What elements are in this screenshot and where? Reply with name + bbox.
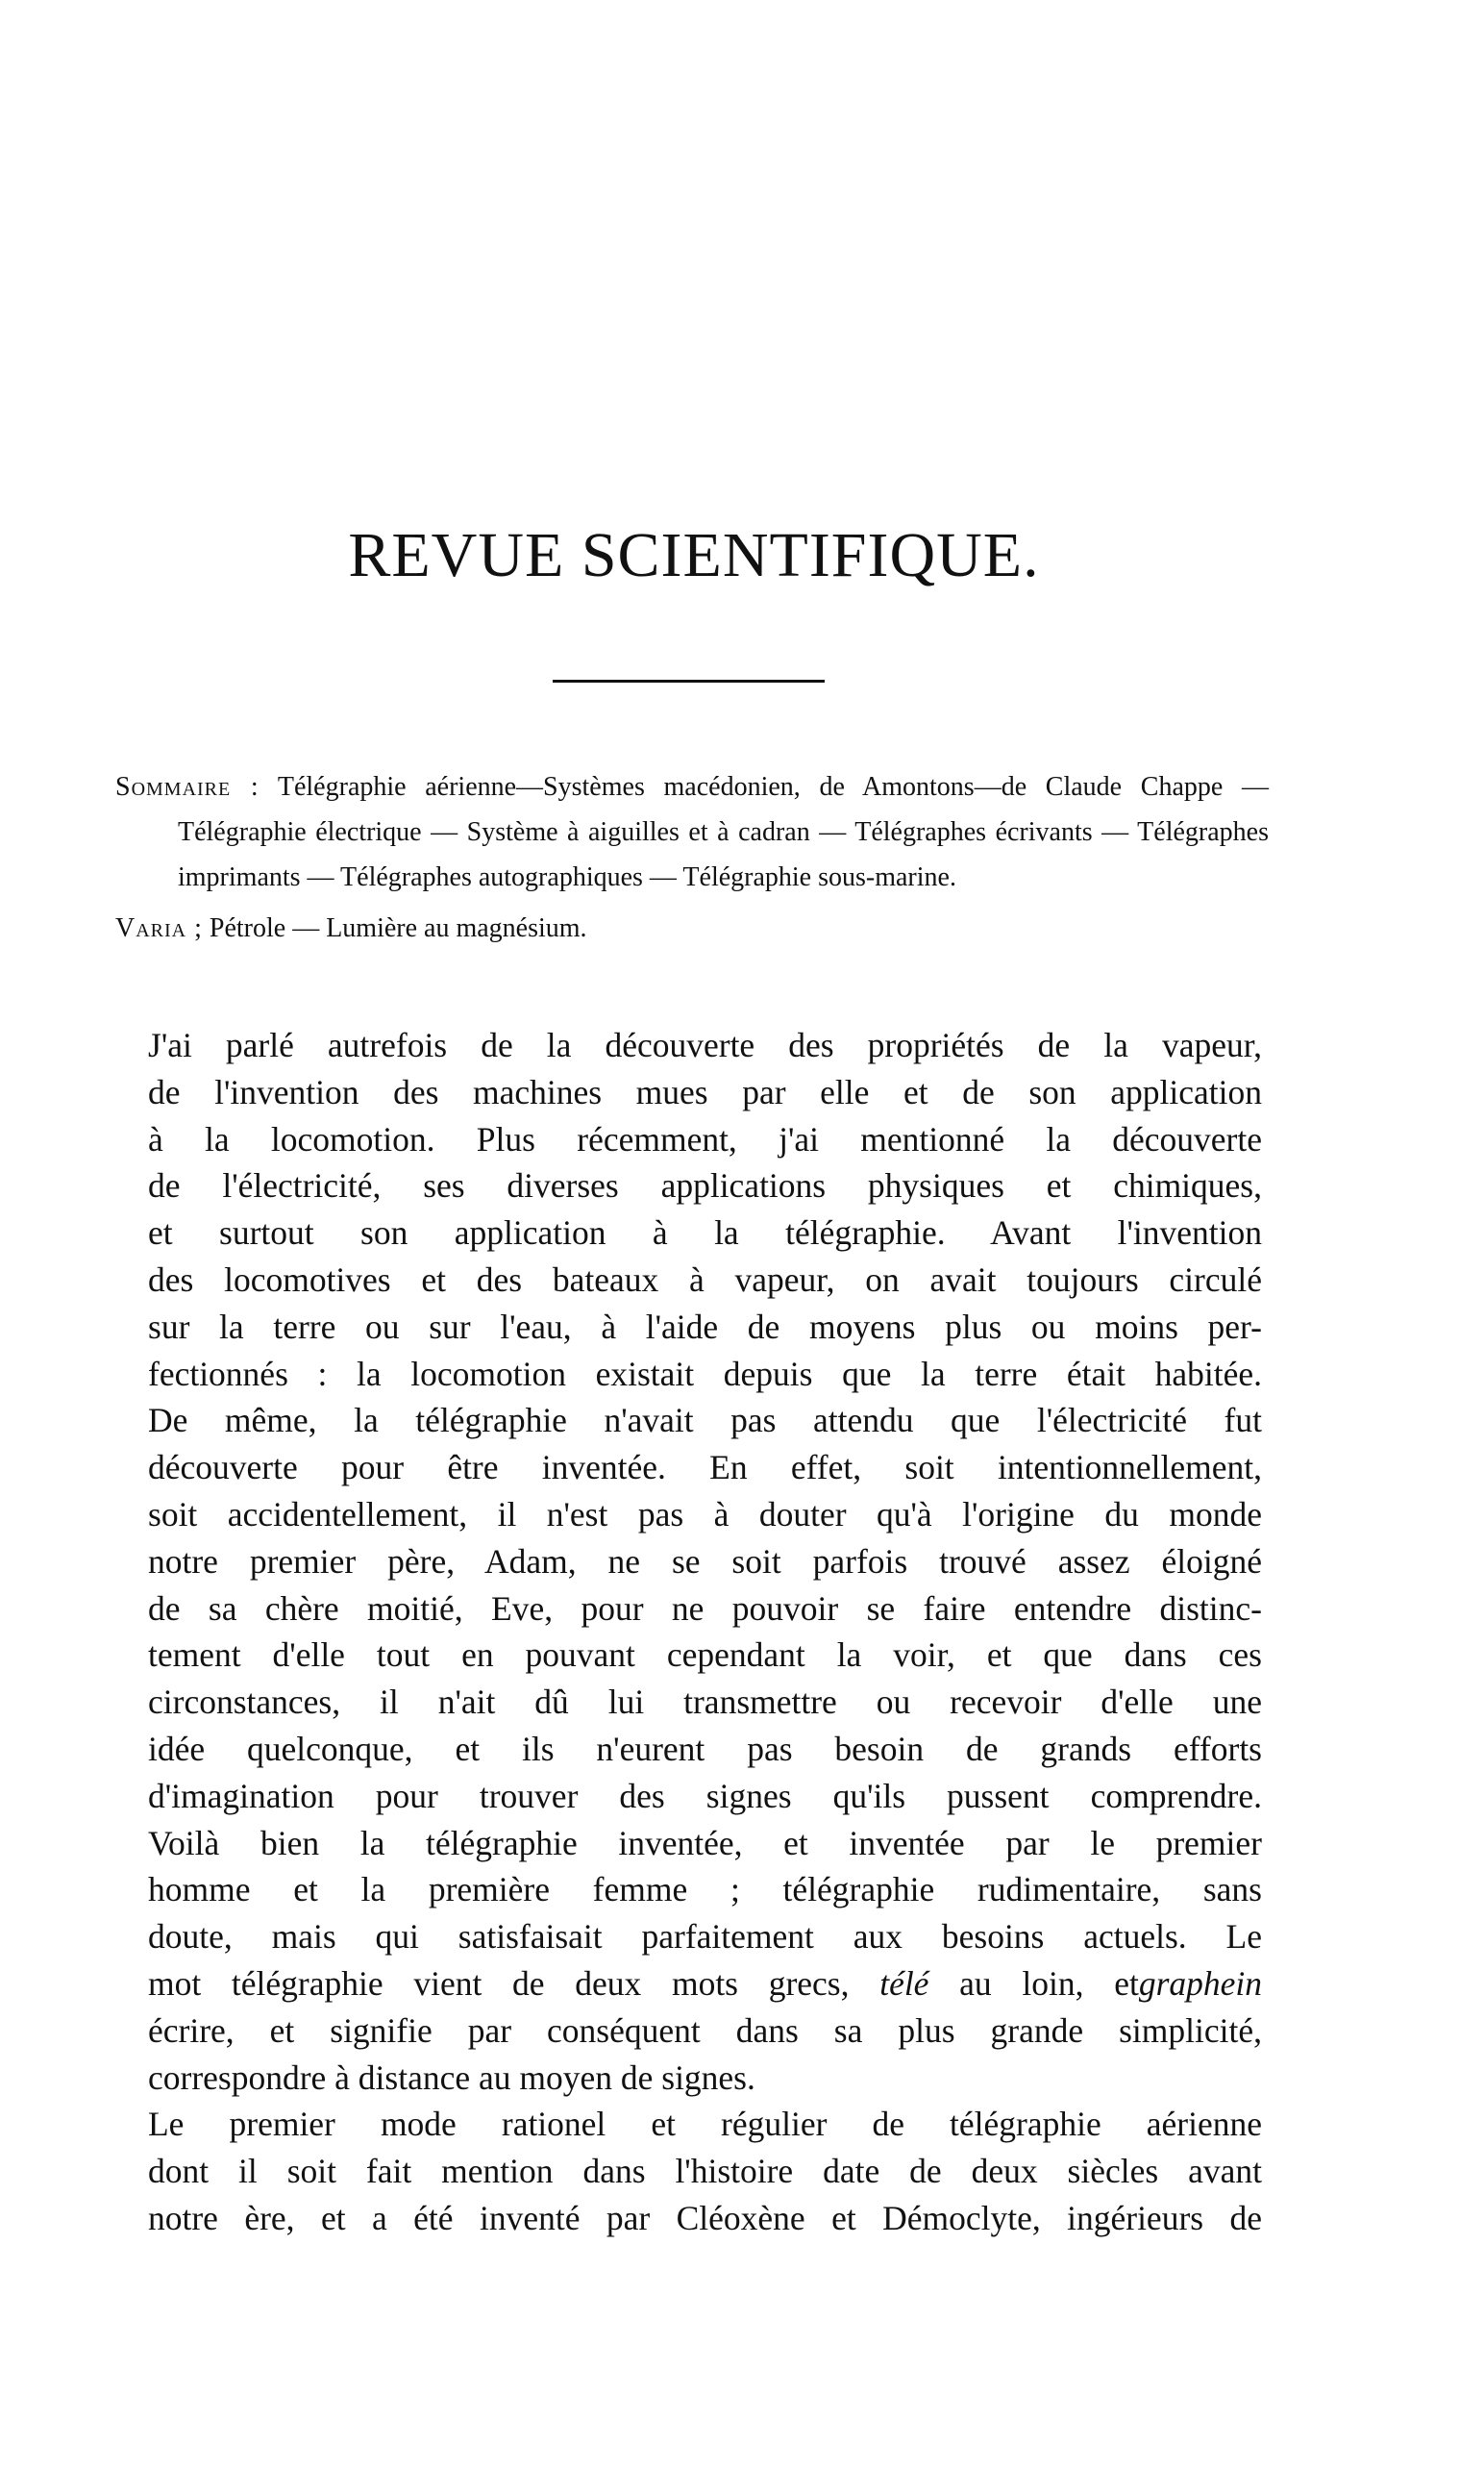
varia-entry bbox=[115, 906, 1269, 951]
text-line: Le premier mode rationel et régulier de télégraphie aérienne bbox=[148, 2105, 1262, 2144]
title-rule bbox=[553, 680, 825, 683]
text-line: fectionnés : la locomotion existait depuis que la terre était habitée. bbox=[148, 1354, 1262, 1393]
text-line: tement d'elle tout en pouvant cependant la voir, et que dans ces bbox=[148, 1635, 1262, 1675]
text-line: écrire, et signifie par conséquent dans sa plus grande simplicité, bbox=[148, 2010, 1262, 2050]
text-line: doute, mais qui satisfaisait parfaitement aux besoins actuels. Le bbox=[148, 1917, 1262, 1957]
sommaire-entry bbox=[115, 764, 1269, 900]
text-line: de l'électricité, ses diverses applications physiques et chimiques, bbox=[148, 1166, 1262, 1206]
text-line: notre ère, et a été inventé par Cléoxène et Démoclyte, ingérieurs de bbox=[148, 2198, 1262, 2237]
varia-label: Varia ; bbox=[115, 913, 203, 943]
text-line: de l'invention des machines mues par elle et de son application bbox=[148, 1072, 1262, 1111]
varia-text: Pétrole — Lumière au magnésium. bbox=[209, 913, 587, 943]
text-line: correspondre à distance au moyen de signes. bbox=[148, 2058, 755, 2097]
text-line: de sa chère moitié, Eve, pour ne pouvoir se faire entendre distinc- bbox=[148, 1588, 1262, 1628]
sommaire-label: Sommaire : bbox=[115, 772, 260, 802]
summary-block bbox=[115, 764, 1269, 957]
text-line: Voilà bien la télégraphie inventée, et inventée par le premier bbox=[148, 1823, 1262, 1862]
text-line: et surtout son application à la télégraphie. Avant l'invention bbox=[148, 1213, 1262, 1253]
text-line: notre premier père, Adam, ne se soit parfois trouvé assez éloigné bbox=[148, 1541, 1262, 1581]
greek-word-graphein: graphein bbox=[1138, 1963, 1263, 2003]
page-title: REVUE SCIENTIFIQUE. bbox=[348, 520, 1040, 590]
text-segment: mot télégraphie vient de deux mots grecs, bbox=[148, 1963, 850, 2003]
text-line: J'ai parlé autrefois de la découverte des propriétés de la vapeur, bbox=[148, 1026, 1262, 1064]
text-line: découverte pour être inventée. En effet, soit intentionnellement, bbox=[148, 1448, 1262, 1487]
text-line: sur la terre ou sur l'eau, à l'aide de moyens plus ou moins per- bbox=[148, 1307, 1262, 1346]
paragraph-2 bbox=[111, 2101, 1262, 2241]
text-line: homme et la première femme ; télégraphie rudimentaire, sans bbox=[148, 1870, 1262, 1909]
text-line: soit accidentellement, il n'est pas à douter qu'à l'origine du monde bbox=[148, 1494, 1262, 1534]
text-line: dont il soit fait mention dans l'histoire date de deux siècles avant bbox=[148, 2152, 1262, 2191]
text-line-with-greek-words bbox=[111, 1960, 1262, 2008]
text-line: des locomotives et des bateaux à vapeur, on avait toujours circulé bbox=[148, 1259, 1262, 1299]
sommaire-text: Télégraphie aérienne—Systèmes macédonien, de Amontons—de Claude Chappe — Télégraphie électrique — Système à aiguilles et à cadran — Télégraphes écrivants — Télégraphes imprimants — Télégraphes autographiques — Télégraphie sous-marine. bbox=[178, 772, 1269, 892]
paragraph-1 bbox=[111, 1022, 1262, 2101]
text-line: circonstances, il n'ait dû lui transmettre ou recevoir d'elle une bbox=[148, 1683, 1262, 1722]
body-text bbox=[111, 1022, 1262, 2242]
text-line: idée quelconque, et ils n'eurent pas besoin de grands efforts bbox=[148, 1729, 1262, 1768]
text-line: d'imagination pour trouver des signes qu'ils pussent comprendre. bbox=[148, 1776, 1262, 1815]
greek-word-tele: télé bbox=[879, 1963, 929, 2003]
text-line: De même, la télégraphie n'avait pas attendu que l'électricité fut bbox=[148, 1401, 1262, 1440]
text-segment: au loin, et bbox=[959, 1963, 1139, 2003]
text-line: à la locomotion. Plus récemment, j'ai mentionné la découverte bbox=[148, 1119, 1262, 1159]
